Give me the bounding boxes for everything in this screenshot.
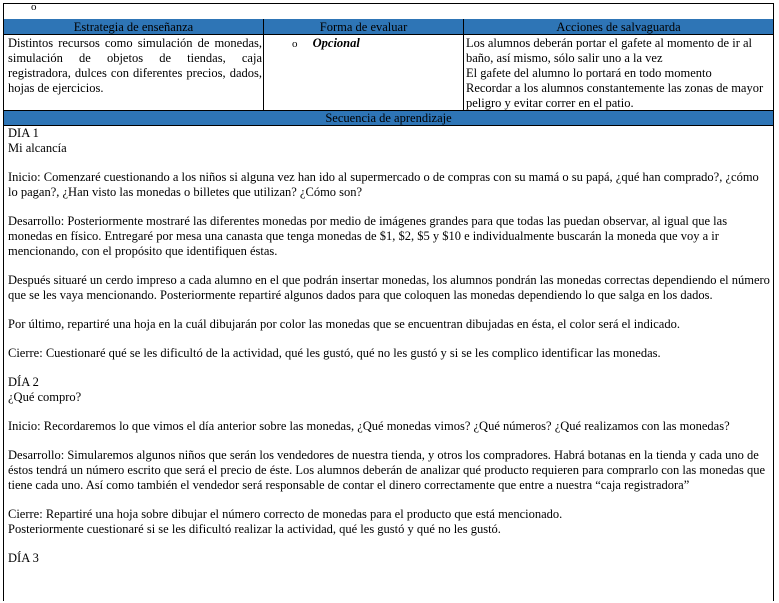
salvaguarda-line: Los alumnos deberán portar el gafete al momento de ir al baño, así mismo, sólo salir uno a la vez: [466, 36, 753, 65]
dia2-cierre: Cierre: Repartiré una hoja sobre dibujar el número correcto de monedas para el producto que está mencionado.: [8, 507, 563, 521]
dia1-ultimo: Por último, repartiré una hoja en la cuál dibujarán por color las monedas que se encuentran dibujadas en ésta, el color será el indicado.: [8, 317, 680, 331]
evaluar-value: Opcional: [312, 36, 360, 50]
estrategia-cell: Distintos recursos como simulación de monedas, simulación de objetos de tiendas, caja registradora, dulces con diferentes precios, dados, hojas de ejercicios.: [8, 36, 262, 95]
dia2-subtitle: ¿Qué compro?: [8, 390, 82, 404]
secuencia-header: Secuencia de aprendizaje: [4, 111, 773, 125]
evaluar-cell: [290, 36, 460, 52]
dia2-title: DÍA 2: [8, 375, 39, 389]
dia1-inicio: Inicio: Comenzaré cuestionando a los niños si alguna vez han ido al supermercado o de compras con su mamá o su papá, ¿qué han comprado?, ¿cómo lo pagan?, ¿Han visto las monedas o billetes que utilizan? ¿Cómo son?: [8, 170, 759, 199]
top-row: [4, 1, 773, 20]
column-divider: [463, 19, 464, 110]
dia2-inicio: Inicio: Recordaremos lo que vimos el día anterior sobre las monedas, ¿Qué monedas vimos? ¿Qué números? ¿Qué realizamos con las monedas?: [8, 419, 730, 433]
planning-table: [3, 3, 774, 601]
dia2-cierre-followup: Posteriormente cuestionaré si se les dificultó realizar la actividad, qué les gustó y qué no les gustó.: [8, 522, 501, 536]
bullet-marker: o: [31, 1, 37, 13]
header-evaluar: Forma de evaluar: [263, 19, 463, 35]
header-estrategia: Estrategia de enseñanza: [4, 19, 263, 35]
dia1-despues: Después situaré un cerdo impreso a cada alumno en el que podrán insertar monedas, los alumnos pondrán las monedas correctas dependiendo el número que se les vaya mencionando. Posteriormente repartiré algunos dados para que coloquen las monedas dependiendo lo que salga en los dados.: [8, 273, 770, 302]
bullet-marker: o: [292, 38, 298, 50]
dia1-cierre: Cierre: Cuestionaré qué se les dificultó de la actividad, qué les gustó, qué no les gustó y si se les complico identificar las monedas.: [8, 346, 661, 360]
salvaguarda-cell: [466, 36, 774, 111]
dia1-desarrollo: Desarrollo: Posteriormente mostraré las diferentes monedas por medio de imágenes grandes para que todas las puedan observar, al igual que las monedas en físico. Entregaré por mesa una canasta que tenga monedas de $1, $2, $5 y $10 e individualmente buscarán la moneda que voy a ir mencionando, con el propósito que identifiquen éstas.: [8, 214, 728, 258]
salvaguarda-line: El gafete del alumno lo portará en todo momento: [466, 66, 712, 80]
salvaguarda-line: Recordar a los alumnos constantemente las zonas de mayor peligro y evitar correr en el patio.: [466, 81, 764, 110]
secuencia-content: [8, 126, 770, 566]
dia1-title: DIA 1: [8, 126, 39, 140]
dia2-desarrollo: Desarrollo: Simularemos algunos niños que serán los vendedores de nuestra tienda, y otros los compradores. Habrá botanas en la tienda y cada uno de éstos tendrá un número escrito que será el precio de éste. Los alumnos deberán de analizar qué producto requieren para comprarlo con las monedas que tiene cada uno. Así como también el vendedor será responsable de contar el dinero correctamente que entre a nuestra “caja registradora”: [8, 448, 765, 492]
header-salvaguarda: Acciones de salvaguarda: [463, 19, 773, 35]
dia1-subtitle: Mi alcancía: [8, 141, 67, 155]
dia3-title: DÍA 3: [8, 551, 39, 565]
column-divider: [263, 19, 264, 110]
